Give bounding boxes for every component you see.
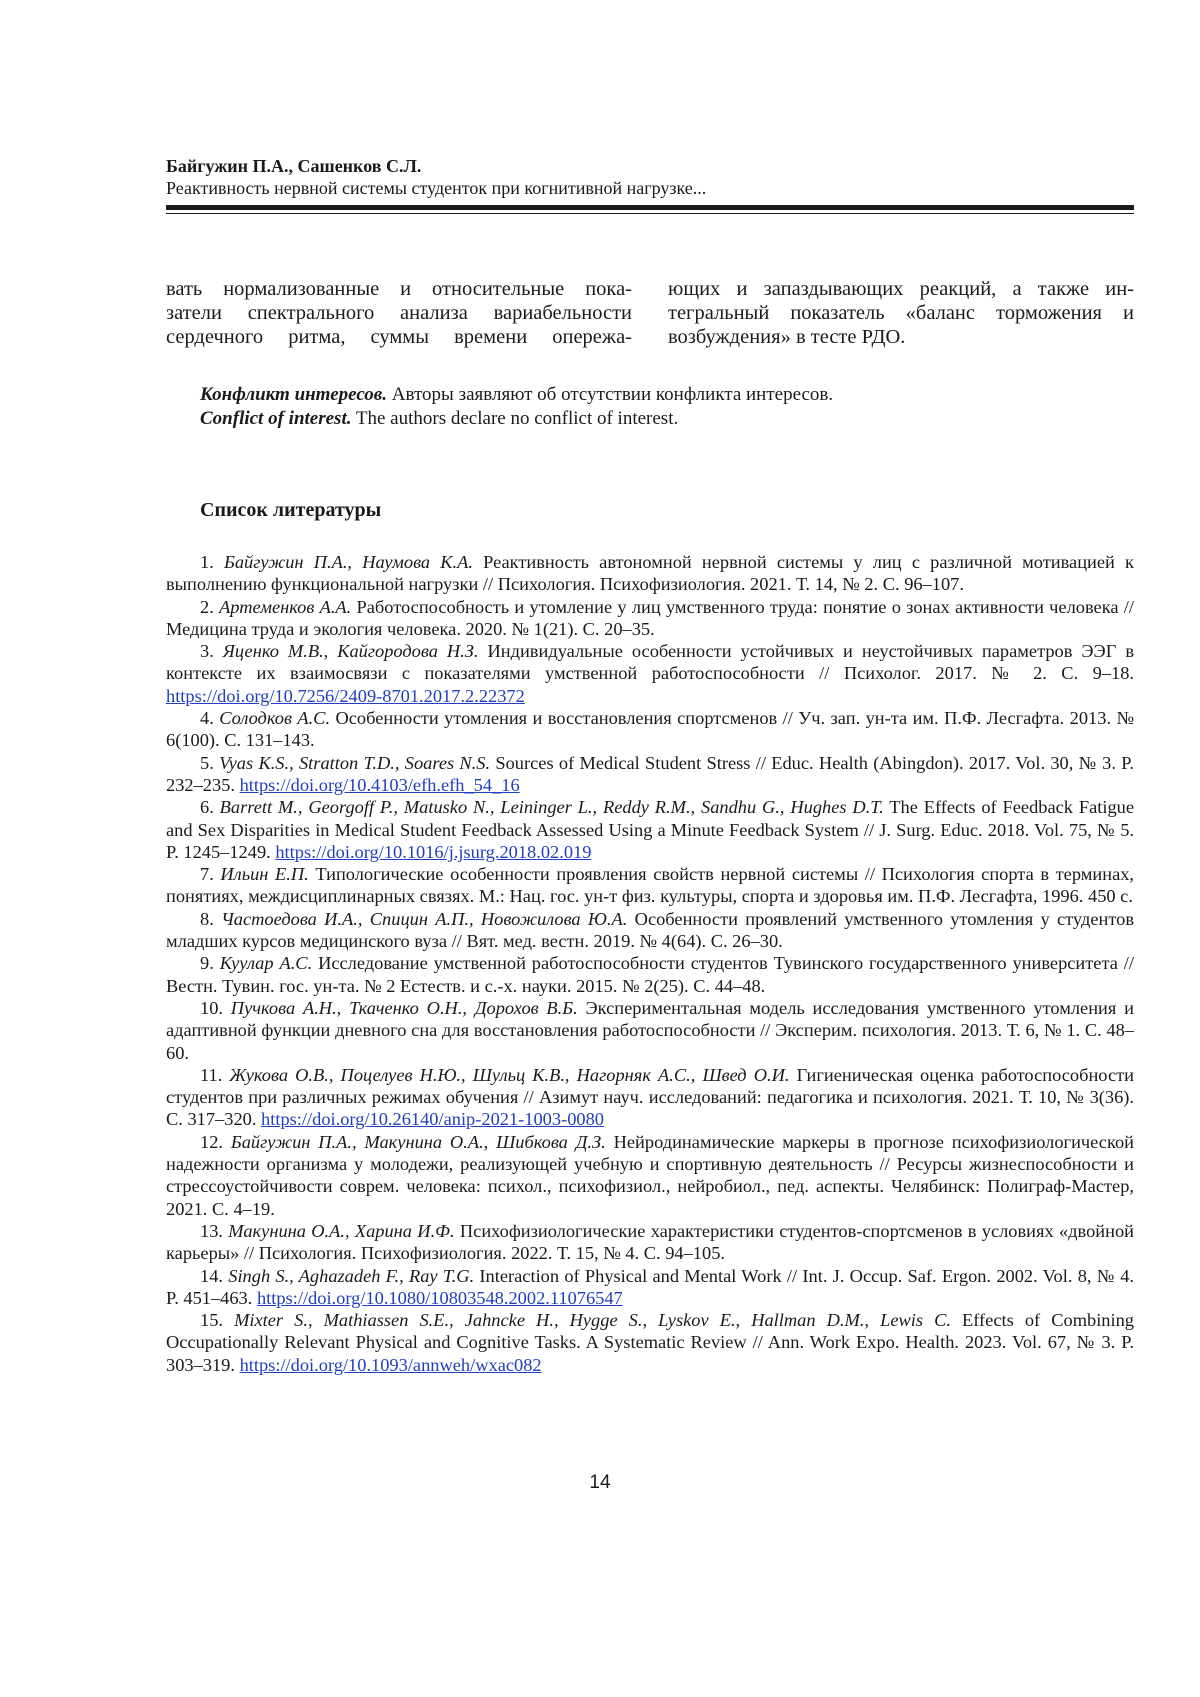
reference-text: Психофизиологические характеристики студентов-спортсменов в условиях «двойной карьеры» // Психология. Психофизиология. 2022. Т. 15, № 4. С. 94–105. [166, 1220, 1134, 1264]
body-line: затели спектрального анализа вариабельности [166, 302, 632, 324]
reference-number: 6. [200, 797, 220, 818]
reference-item [166, 908, 1134, 953]
reference-doi-link[interactable]: https://doi.org/10.1080/10803548.2002.11076547 [256, 1287, 623, 1308]
reference-number: 15. [200, 1310, 235, 1331]
reference-number: 1. [200, 552, 224, 572]
body-line: тегральный показатель «баланс торможения и [668, 302, 1134, 324]
reference-doi-link[interactable]: https://doi.org/10.7256/2409-8701.2017.2.22372 [166, 685, 525, 706]
reference-number: 3. [200, 641, 223, 662]
reference-doi-link[interactable]: https://doi.org/10.4103/efh.efh_54_16 [239, 774, 520, 795]
body-column-left [166, 277, 632, 349]
header-title: Реактивность нервной системы студенток при когнитивной нагрузке... [166, 178, 707, 198]
reference-number: 13. [200, 1220, 229, 1241]
reference-text: Реактивность автономной нервной системы у лиц с различной мотивацией к выполнению функциональной нагрузки // Психология. Психофизиология. 2021. Т. 14, № 2. С. 96–107. [166, 552, 1134, 595]
reference-doi-link[interactable]: https://doi.org/10.26140/anip-2021-1003-0080 [261, 1109, 604, 1130]
reference-authors: Макунина О.А., Харина И.Ф. [228, 1220, 455, 1241]
reference-item [166, 796, 1134, 863]
reference-item [166, 752, 1134, 797]
conflict-ru [200, 383, 1134, 407]
reference-text: Экспериментальная модель исследования умственного утомления и адаптивной функции дневного сна для восстановления работоспособности // Эксперим. психология. 2013. Т. 6, № 1. С. 48–60. [166, 997, 1134, 1063]
reference-number: 8. [200, 908, 222, 929]
reference-text: Исследование умственной работоспособности студентов Тувинского государственного университета // Вестн. Тувин. гос. ун-та. № 2 Естеств. и с.-х. науки. 2015. № 2(25). С. 44–48. [166, 953, 1134, 996]
conflict-ru-text: Авторы заявляют об отсутствии конфликта интересов. [387, 384, 834, 405]
reference-number: 11. [200, 1064, 230, 1085]
reference-text: Типологические особенности проявления свойств нервной системы // Психология спорта в терминах, понятиях, междисциплинарных связях. М.: Нац. гос. ун-т физ. культуры, спорта и здоровья им. П.Ф. Лесгафта, 1996. 450 с. [166, 864, 1135, 907]
reference-authors: Ильин Е.П. [220, 864, 309, 885]
reference-number: 12. [200, 1131, 231, 1152]
reference-item [166, 1309, 1134, 1376]
running-header [166, 155, 1134, 199]
reference-text: Sources of Medical Student Stress // Educ. Health (Abingdon). 2017. Vol. 30, № 3. P. 232–235. [166, 752, 1135, 795]
body-line: возбуждения» в тесте РДО. [668, 326, 906, 348]
body-column-right [668, 277, 1134, 349]
reference-number: 7. [200, 864, 221, 885]
body-line: ющих и запаздывающих реакций, а также ин- [668, 278, 1134, 300]
body-line: вать нормализованные и относительные пока- [166, 278, 632, 300]
reference-authors: Яценко М.В., Кайгородова Н.З. [222, 641, 479, 662]
reference-authors: Байгужин П.А., Макунина О.А., Шибкова Д.З. [230, 1131, 606, 1152]
reference-number: 5. [200, 752, 220, 773]
reference-authors: Солодков А.С. [219, 708, 331, 729]
reference-item [166, 707, 1134, 752]
body-line: сердечного ритма, суммы времени опережа- [166, 326, 632, 348]
reference-text: Особенности проявлений умственного утомления у студентов младших курсов медицинского вуза // Вят. мед. вестн. 2019. № 4(64). С. 26–30. [166, 908, 1135, 952]
reference-list [166, 551, 1134, 1376]
conflict-of-interest [200, 383, 1134, 431]
header-authors: Байгужин П.А., Сашенков С.Л. [166, 156, 422, 176]
reference-authors: Частоедова И.А., Спицин А.П., Новожилова Ю.А. [221, 908, 628, 929]
reference-number: 9. [200, 953, 220, 974]
reference-text: Interaction of Physical and Mental Work // Int. J. Occup. Saf. Ergon. 2002. Vol. 8, № 4. P. 451–463. [166, 1265, 1134, 1308]
reference-item [166, 640, 1134, 707]
reference-item [166, 1220, 1134, 1265]
reference-text: Гигиеническая оценка работоспособности студентов при различных режимах обучения // Азимут науч. исследований: педагогика и психология. 2021. Т. 10, № 3(36). С. 317–320. [166, 1064, 1135, 1130]
reference-text: The Effects of Feedback Fatigue and Sex Disparities in Medical Student Feedback Assessed Using a Minute Feedback System // J. Surg. Educ. 2018. Vol. 75, № 5. P. 1245–1249. [166, 797, 1135, 862]
reference-doi-link[interactable]: https://doi.org/10.1016/j.jsurg.2018.02.019 [275, 841, 592, 862]
reference-authors: Жукова О.В., Поцелуев Н.Ю., Шульц К.В., Нагорняк А.С., Швед О.И. [229, 1064, 790, 1085]
header-rule-thick [166, 205, 1134, 210]
conflict-en [200, 407, 1134, 431]
reference-item [166, 1131, 1134, 1220]
reference-number: 2. [200, 596, 220, 617]
reference-item [166, 863, 1134, 908]
page-number: 14 [589, 1472, 611, 1493]
reference-text: Effects of Combining Occupationally Relevant Physical and Cognitive Tasks. A Systematic Review // Ann. Work Expo. Health. 2023. Vol. 67, № 3. P. 303–319. [166, 1310, 1134, 1375]
reference-authors: Singh S., Aghazadeh F., Ray T.G. [228, 1265, 475, 1286]
reference-text: Особенности утомления и восстановления спортсменов // Уч. зап. ун-та им. П.Ф. Лесгафта. 2013. № 6(100). С. 131–143. [166, 708, 1135, 751]
reference-authors: Байгужин П.А., Наумова К.А. [223, 552, 473, 572]
reference-authors: Пучкова А.Н., Ткаченко О.Н., Дорохов В.Б. [230, 997, 578, 1018]
reference-text: Нейродинамические маркеры в прогнозе психофизиологической надежности организма у молодежи, реализующей учебную и спортивную деятельность // Ресурсы жизнеспособности и стрессоустойчивости соврем. человека: психол., психофизиол., нейробиол., пед. аспекты. Челябинск: Полиграф-Мастер, 2021. С. 4–19. [166, 1131, 1134, 1219]
reference-text: Работоспособность и утомление у лиц умственного труда: понятие о зонах активности человека // Медицина труда и экология человека. 2020. № 1(21). С. 20–35. [166, 596, 1135, 639]
reference-item [166, 952, 1134, 997]
reference-item [166, 1265, 1134, 1310]
reference-item [166, 596, 1134, 641]
references-heading: Список литературы [200, 499, 382, 521]
reference-authors: Артеменков А.А. [219, 596, 352, 617]
reference-item [166, 551, 1134, 596]
conflict-ru-label: Конфликт интересов. [200, 384, 388, 405]
reference-number: 4. [200, 708, 220, 729]
reference-item [166, 997, 1134, 1064]
reference-authors: Куулар А.С. [219, 953, 313, 974]
conflict-en-label: Conflict of interest. [200, 408, 352, 429]
reference-doi-link[interactable]: https://doi.org/10.1093/annweh/wxac082 [239, 1354, 542, 1375]
reference-number: 10. [200, 997, 231, 1018]
reference-number: 14. [200, 1265, 229, 1286]
reference-item [166, 1064, 1134, 1131]
header-rule-thin [166, 213, 1134, 214]
conflict-en-text: The authors declare no conflict of interest. [351, 408, 679, 429]
reference-authors: Mixter S., Mathiassen S.E., Jahncke H., Hygge S., Lyskov E., Hallman D.M., Lewis C. [234, 1310, 951, 1331]
reference-authors: Vyas K.S., Stratton T.D., Soares N.S. [219, 752, 491, 773]
reference-text: Индивидуальные особенности устойчивых и неустойчивых параметров ЭЭГ в контексте их взаимосвязи с показателями умственной работоспособности // Психолог. 2017. № 2. С. 9–18. [166, 641, 1135, 684]
reference-authors: Barrett M., Georgoff P., Matusko N., Leininger L., Reddy R.M., Sandhu G., Hughes D.T. [219, 797, 884, 818]
